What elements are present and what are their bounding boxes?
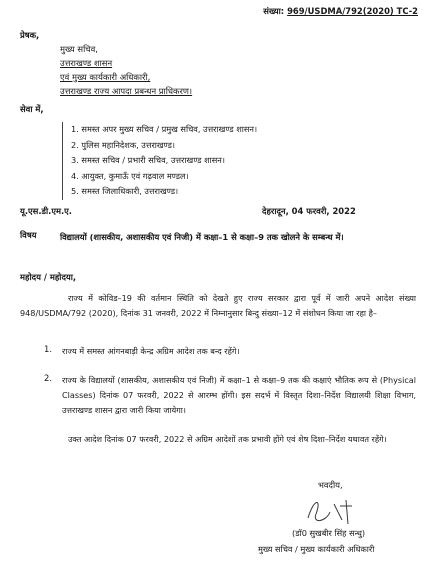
salutation: महोदय / महोदया,: [20, 272, 77, 282]
reference-number: [263, 6, 418, 17]
sender-line-3: एवं मुख्य कार्यकारी अधिकारी,: [60, 72, 151, 82]
recipient-item: 1. समस्त अपर मुख्य सचिव / प्रमुख सचिव, उत्तराखण्ड शासन।: [71, 124, 258, 134]
recipient-item: 2. पुलिस महानिदेशक, उत्तराखण्ड।: [71, 139, 175, 150]
point-text: राज्य में समस्त आंगनबाड़ी केन्द्र अग्रिम आदेश तक बन्द रहेंगे।: [62, 346, 240, 356]
recipient-item: 3. समस्त सचिव / प्रभारी सचिव, उत्तराखण्ड शासन।: [71, 155, 225, 165]
reference-value: 969/USDMA/792(2020) TC-2: [287, 6, 418, 16]
signatory-name: (डॉ0 सुखबीर सिंह सन्धु): [292, 528, 366, 538]
subject-label: विषय: [20, 230, 37, 240]
point-number: 2.: [44, 373, 52, 383]
dispatch-org: यू.एस.डी.एम.ए.: [20, 206, 72, 216]
point-text: राज्य के विद्यालयों (शासकीय, अशासकीय एवं निजी) में कक्षा–1 से कक्षा–9 तक की कक्षाएं भौतिक रूप से (Physical Classes) दिनांक 07 फरवरी, 2022 से आरम्भ होंगी। इस सदर्भ में विस्तृत दिशा–निर्देश विद्यालयी शिक्षा विभाग, उत्तराखण्ड शासन द्वारा जारी किया जायेगा।: [62, 375, 416, 415]
reference-label: संख्या:: [263, 6, 285, 16]
recipient-item: 4. आयुक्त, कुमाऊँ एवं गढ़वाल मण्डल।: [71, 170, 189, 181]
body-intro: राज्य में कोविड–19 की वर्तमान स्थिति को देखते हुए राज्य सरकार द्वारा पूर्व में जारी अपने आदेश संख्या 948/USDMA/792 (2020), दिनांक 31 जनवरी, 2022 में निम्नानुसार बिन्दु संख्या–12 में संशोधन किया जा रहा है–: [20, 293, 416, 318]
signature-scribble: [300, 494, 380, 530]
subject-text: विद्यालयों (शासकीय, अशासकीय एवं निजी) में कक्षा–1 से कक्षा–9 तक खोलने के सम्बन्ध में।: [60, 232, 344, 242]
body-closing: उक्त आदेश दिनांक 07 फरवरी, 2022 से अग्रिम आदेशों तक प्रभावी होंगे एवं शेष दिशा–निर्देश यथावत रहेंगे।: [68, 434, 387, 444]
signatory-designation: मुख्य सचिव / मुख्य कार्यकारी अधिकारी: [258, 544, 375, 554]
sender-line-1: मुख्य सचिव,: [60, 44, 98, 54]
valediction: भवदीय,: [318, 480, 343, 490]
sender-line-2: उत्तराखण्ड शासन: [60, 58, 113, 68]
sender-label: प्रेषक,: [20, 30, 40, 40]
point-number: 1.: [44, 344, 52, 354]
recipients-list: [62, 122, 257, 200]
dispatch-date: देहरादून, 04 फरवरी, 2022: [262, 206, 356, 216]
sender-line-4: उत्तराखण्ड राज्य आपदा प्रबन्धन प्राधिकरण।: [60, 86, 193, 96]
recipients-label: सेवा में,: [20, 104, 44, 114]
recipient-item: 5. समस्त जिलाधिकारी, उत्तराखण्ड।: [71, 186, 179, 196]
